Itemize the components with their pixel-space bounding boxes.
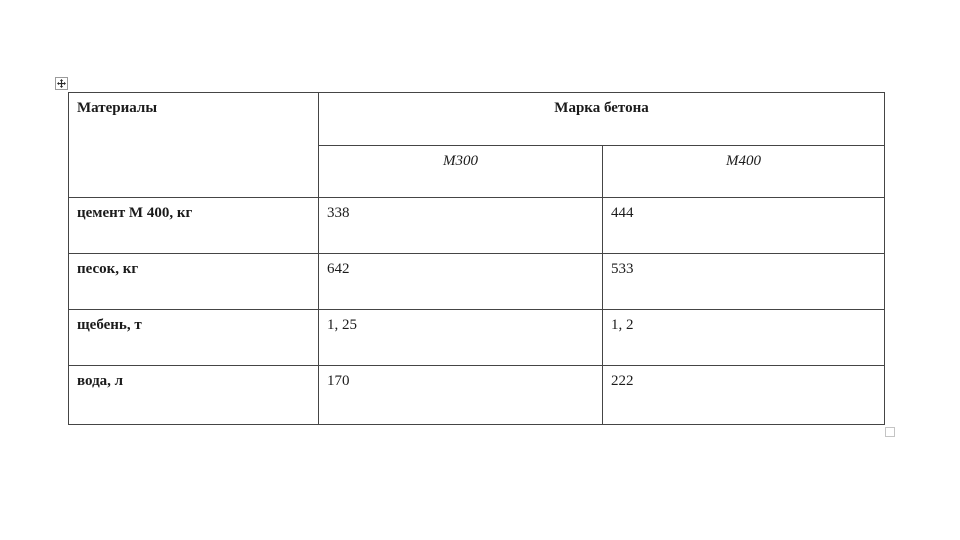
- cell-row-label[interactable]: песок, кг: [69, 254, 319, 310]
- move-icon: [57, 79, 66, 88]
- cell-value-m400[interactable]: 533: [603, 254, 885, 310]
- header-row-1: [69, 93, 885, 146]
- cell-value-m400[interactable]: 1, 2: [603, 310, 885, 366]
- cell-grade-m400[interactable]: М400: [603, 146, 885, 198]
- table-row-cement: [69, 198, 885, 254]
- cell-value-m400[interactable]: 444: [603, 198, 885, 254]
- cell-value-m300[interactable]: 642: [319, 254, 603, 310]
- cell-grade-m300[interactable]: М300: [319, 146, 603, 198]
- cell-value-m300[interactable]: 1, 25: [319, 310, 603, 366]
- table-row-gravel: [69, 310, 885, 366]
- cell-materials-header[interactable]: Материалы: [69, 93, 319, 198]
- table-resize-handle[interactable]: [885, 427, 895, 437]
- cell-value-m400[interactable]: 222: [603, 366, 885, 425]
- cell-row-label[interactable]: щебень, т: [69, 310, 319, 366]
- table-row-water: [69, 366, 885, 425]
- cell-value-m300[interactable]: 338: [319, 198, 603, 254]
- table-move-handle[interactable]: [55, 77, 68, 90]
- cell-row-label[interactable]: вода, л: [69, 366, 319, 425]
- cell-row-label[interactable]: цемент М 400, кг: [69, 198, 319, 254]
- cell-value-m300[interactable]: 170: [319, 366, 603, 425]
- table-row-sand: [69, 254, 885, 310]
- cell-grade-group-header[interactable]: Марка бетона: [319, 93, 885, 146]
- concrete-mix-table: [68, 92, 885, 425]
